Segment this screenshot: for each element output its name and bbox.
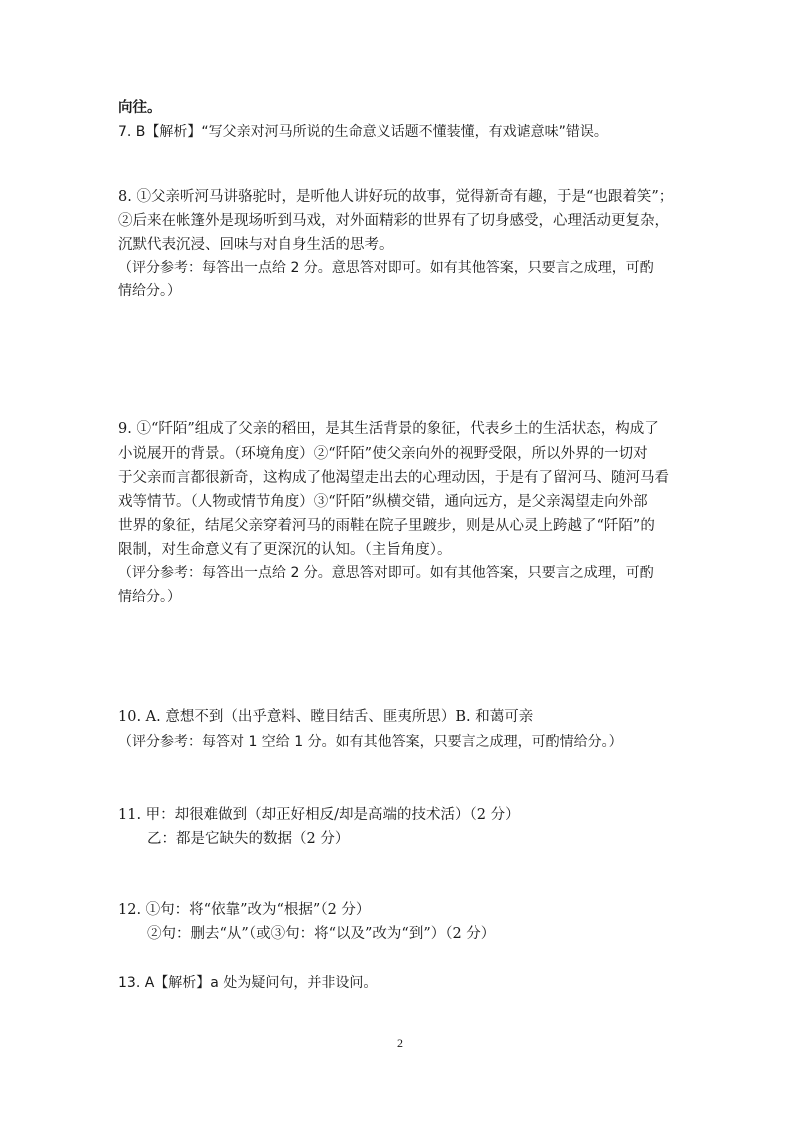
answer-9-scoring-2: 情给分。） xyxy=(118,589,181,605)
answer-8-scoring-2: 情给分。） xyxy=(118,283,181,299)
page-number: 2 xyxy=(397,1036,403,1050)
answer-8-line-2: ②后来在帐篷外是现场听到马戏，对外面精彩的世界有了切身感受，心理活动更复杂， xyxy=(118,213,669,229)
answer-7: 7. B【解析】“写父亲对河马所说的生命意义话题不懂装懂，有戏谑意味”错误。 xyxy=(118,124,608,140)
answer-11-jia: 11. 甲：却很难做到（却正好相反/却是高端的技术活）（2 分） xyxy=(118,807,520,823)
answer-9-line-2: 小说展开的背景。（环境角度）②“阡陌”使父亲向外的视野受限，所以外界的一切对 xyxy=(118,446,648,462)
answer-10: 10. A. 意想不到（出乎意料、瞠目结舌、匪夷所思）B. 和蔼可亲 xyxy=(118,709,534,725)
answer-13: 13. A【解析】a 处为疑问句，并非设问。 xyxy=(118,975,378,991)
answer-9-line-6: 限制，对生命意义有了更深沉的认知。（主旨角度）。 xyxy=(118,542,452,558)
answer-9-line-4: 戏等情节。（人物或情节角度）③“阡陌”纵横交错，通向远方，是父亲渴望走向外部 xyxy=(118,494,648,510)
answer-12-part-1: 12. ①句：将“依靠”改为“根据”（2 分） xyxy=(118,902,371,918)
answer-6-tail: 向往。 xyxy=(118,99,162,116)
answer-9-line-5: 世界的象征，结尾父亲穿着河马的雨鞋在院子里踱步，则是从心灵上跨越了“阡陌”的 xyxy=(118,518,655,534)
answer-9-line-1: 9. ①“阡陌”组成了父亲的稻田，是其生活背景的象征，代表乡土的生活状态，构成了 xyxy=(118,421,659,437)
answer-12-part-2: ②句：删去“从”（或③句：将“以及”改为“到”）（2 分） xyxy=(147,926,496,942)
answer-8-line-3: 沉默代表沉浸、回味与对自身生活的思考。 xyxy=(118,237,394,253)
answer-9-line-3: 于父亲而言都很新奇，这构成了他渴望走出去的心理动因，于是有了留河马、随河马看 xyxy=(118,470,669,486)
answer-8-line-1: 8. ①父亲听河马讲骆驼时，是听他人讲好玩的故事，觉得新奇有趣，于是“也跟着笑”； xyxy=(118,189,674,205)
answer-8-scoring-1: （评分参考：每答出一点给 2 分。意思答对即可。如有其他答案，只要言之成理，可酌 xyxy=(118,260,654,276)
answer-10-scoring: （评分参考：每答对 1 空给 1 分。如有其他答案，只要言之成理，可酌情给分。） xyxy=(118,734,623,750)
answer-11-yi: 乙：都是它缺失的数据（2 分） xyxy=(147,831,350,847)
answer-9-scoring-1: （评分参考：每答出一点给 2 分。意思答对即可。如有其他答案，只要言之成理，可酌 xyxy=(118,565,654,581)
